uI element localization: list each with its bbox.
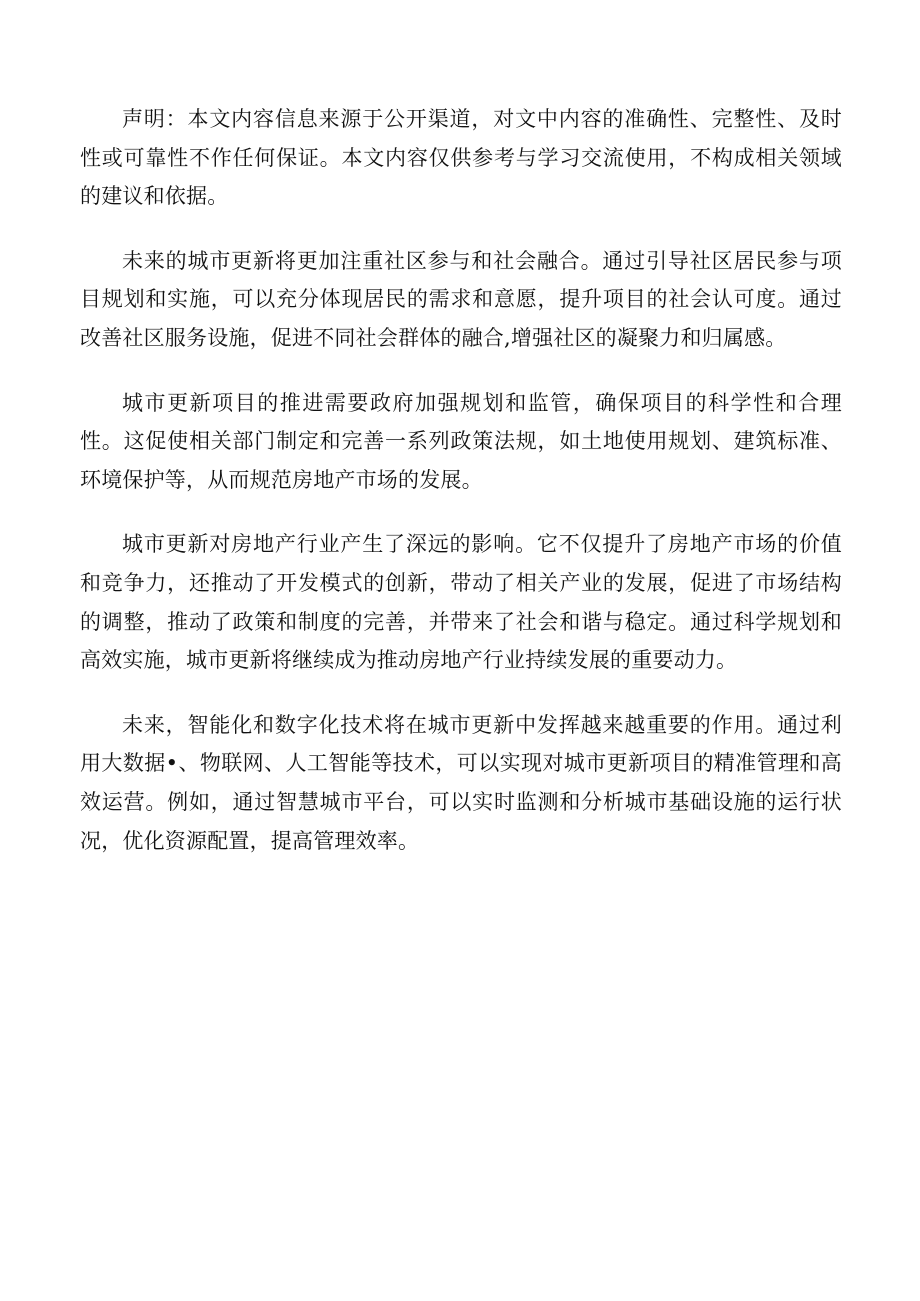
smart-technology-paragraph: 未来，智能化和数字化技术将在城市更新中发挥越来越重要的作用。通过利用大数据•、物联网、人工智能等技术，可以实现对城市更新项目的精准管理和高效运营。例如，通过智慧城市平台，可以实时监测和分析城市基础设施的运行状况，优化资源配置，提高管理效率。 (80, 712, 842, 853)
government-planning-paragraph: 城市更新项目的推进需要政府加强规划和监管，确保项目的科学性和合理性。这促使相关部门制定和完善一系列政策法规，如土地使用规划、建筑标准、环境保护等，从而规范房地产市场的发展。 (80, 390, 842, 492)
disclaimer-paragraph: 声明：本文内容信息来源于公开渠道，对文中内容的准确性、完整性、及时性或可靠性不作任何保证。本文内容仅供参考与学习交流使用，不构成相关领域的建议和依据。 (80, 107, 842, 209)
real-estate-impact-paragraph: 城市更新对房地产行业产生了深远的影响。它不仅提升了房地产市场的价值和竞争力，还推动了开发模式的创新，带动了相关产业的发展，促进了市场结构的调整，推动了政策和制度的完善，并带来了社会和谐与稳定。通过科学规划和高效实施，城市更新将继续成为推动房地产行业持续发展的重要动力。 (80, 532, 842, 673)
community-participation-paragraph: 未来的城市更新将更加注重社区参与和社会融合。通过引导社区居民参与项目规划和实施，可以充分体现居民的需求和意愿，提升项目的社会认可度。通过改善社区服务设施，促进不同社会群体的融合,增强社区的凝聚力和归属感。 (80, 248, 842, 350)
document-body (80, 100, 842, 886)
